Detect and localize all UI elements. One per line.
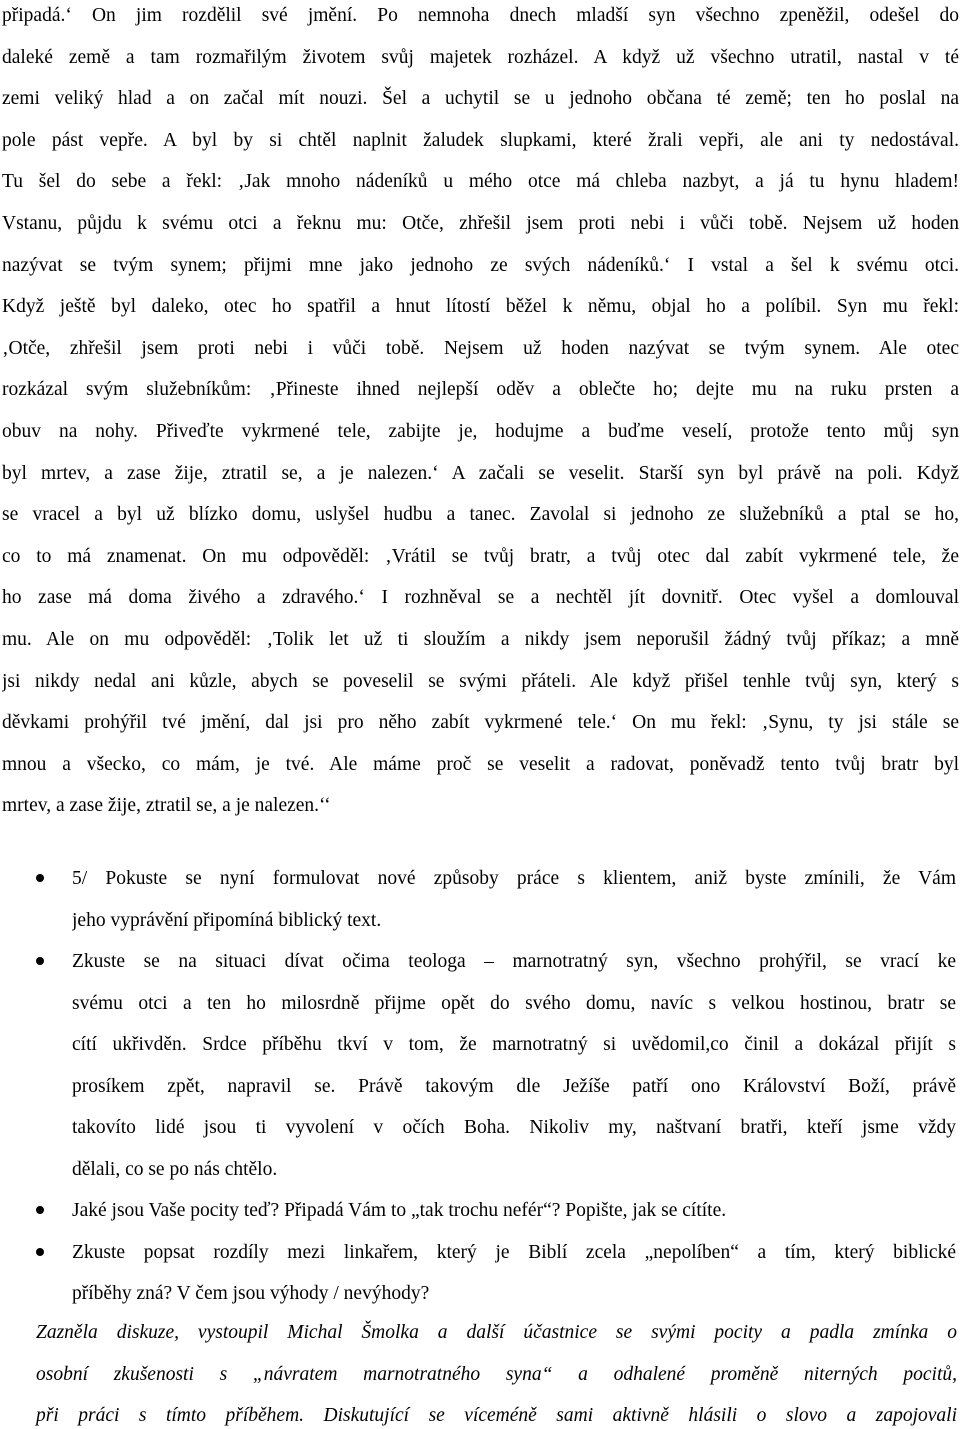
question-list xyxy=(0,858,960,1315)
list-item-line: Zkuste se na situaci dívat očima teologa – marnotratný syn, všechno prohýřil, se vrací ke xyxy=(72,951,956,972)
list-item-line: Jaké jsou Vaše pocity teď? Připadá Vám to „tak trochu nefér“? Popište, jak se cítíte. xyxy=(72,1200,727,1221)
story-paragraph xyxy=(2,0,959,832)
story-line: Vstanu, půjdu k svému otci a řeknu mu: Otče, zhřešil jsem proti nebi i vůči tobě. Nejsem už hoden xyxy=(2,212,959,234)
list-item-line: prosíkem zpět, napravil se. Právě takovým dle Ježíše patří ono Království Boží, právě xyxy=(72,1075,956,1097)
story-line: připadá.‘ On jim rozdělil své jmění. Po nemnoha dnech mladší syn všechno zpeněžil, odešel do xyxy=(2,5,959,26)
story-line: nazývat se tvým synem; přijmi mne jako jednoho ze svých nádeníků.‘ I vstal a šel k svému otci. xyxy=(2,254,959,276)
list-item-line: cítí ukřivděn. Srdce příběhu tkví v tom, že marnotratný si uvědomil,co činil a dokázal přijít s xyxy=(72,1034,956,1055)
story-line: se vracel a byl už blízko domu, uslyšel hudbu a tanec. Zavolal si jednoho ze služebníků a ptal se ho, xyxy=(2,504,959,526)
closing-paragraph xyxy=(36,1315,957,1429)
closing-line: Zazněla diskuze, vystoupil Michal Šmolka a další účastnice se svými pocity a padla zmínka o xyxy=(36,1322,957,1343)
bullet-icon xyxy=(36,874,44,882)
story-line: Tu šel do sebe a řekl: ‚Jak mnoho nádeníků u mého otce má chleba nazbyt, a já tu hynu hladem! xyxy=(2,171,959,193)
list-item-line: příběhy zná? V čem jsou výhody / nevýhody? xyxy=(72,1283,430,1304)
bullet-icon xyxy=(36,1206,44,1214)
list-item-line: Zkuste popsat rozdíly mezi linkařem, který je Biblí zcela „nepolíben“ a tím, který biblické xyxy=(72,1241,956,1263)
story-line: co to má znamenat. On mu odpověděl: ‚Vrátil se tvůj bratr, a tvůj otec dal zabít vykrmené tele, že xyxy=(2,545,959,567)
story-line: mu. Ale on mu odpověděl: ‚Tolik let už ti sloužím a nikdy jsem neporušil žádný tvůj příkaz; a mně xyxy=(2,628,959,650)
story-line: pole pást vepře. A byl by si chtěl naplnit žaludek slupkami, které žrali vepři, ale ani ty nedostával. xyxy=(2,129,959,151)
story-line: ‚Otče, zhřešil jsem proti nebi i vůči tobě. Nejsem už hoden nazývat se tvým synem. Ale otec xyxy=(2,337,959,359)
list-item-line: svému otci a ten ho milosrdně přijme opět do svého domu, navíc s velkou hostinou, bratr se xyxy=(72,992,956,1014)
story-line: obuv na nohy. Přiveďte vykrmené tele, zabijte je, hodujme a buďme veselí, protože tento můj syn xyxy=(2,420,959,442)
story-line: jsi nikdy nedal ani kůzle, abych se poveselil se svými přáteli. Ale když přišel tenhle tvůj syn, který s xyxy=(2,670,959,692)
story-line: mnou a všecko, co mám, je tvé. Ale máme proč se veselit a radovat, poněvadž tento tvůj bratr byl xyxy=(2,753,959,775)
list-item xyxy=(0,1232,960,1315)
story-line: byl mrtev, a zase žije, ztratil se, a je nalezen.‘ A začali se veselit. Starší syn byl právě na poli. Když xyxy=(2,462,959,484)
closing-line: při práci s tímto příběhem. Diskutující se víceméně sami aktivně hlásili o slovo a zapojovali xyxy=(36,1405,957,1427)
list-item xyxy=(0,858,960,941)
list-item-line: jeho vyprávění připomíná biblický text. xyxy=(72,909,382,931)
list-item-line: 5/ Pokuste se nyní formulovat nové způsoby práce s klientem, aniž byste zmínili, že Vám xyxy=(72,868,956,889)
bullet-icon xyxy=(36,957,44,965)
list-item-line: takovíto lidé jsou ti vyvolení v očích Boha. Nikoliv my, naštvaní bratři, kteří jsme vždy xyxy=(72,1117,956,1138)
story-line: zemi veliký hlad a on začal mít nouzi. Šel a uchytil se u jednoho občana té země; ten ho poslal na xyxy=(2,88,959,110)
list-item xyxy=(0,1190,960,1232)
list-item-line: dělali, co se po nás chtělo. xyxy=(72,1158,278,1180)
story-line: daleké země a tam rozmařilým životem svůj majetek rozházel. A když už všechno utratil, nastal v té xyxy=(2,46,959,68)
closing-line: osobní zkušenosti s „návratem marnotratného syna“ a odhalené proměně niterných pocitů, xyxy=(36,1363,957,1385)
story-line: Když ještě byl daleko, otec ho spatřil a hnut lítostí běžel k němu, objal ho a políbil. Syn mu řekl: xyxy=(2,296,959,318)
story-line: ho zase má doma živého a zdravého.‘ I rozhněval se a nechtěl jít dovnitř. Otec vyšel a domlouval xyxy=(2,587,959,609)
story-line: rozkázal svým služebníkům: ‚Přineste ihned nejlepší oděv a oblečte ho; dejte mu na ruku prsten a xyxy=(2,379,959,401)
bullet-icon xyxy=(36,1248,44,1256)
story-line: mrtev, a zase žije, ztratil se, a je nalezen.‘‘ xyxy=(2,795,331,817)
story-line: děvkami prohýřil tvé jmění, dal jsi pro něho zabít vykrmené tele.‘ On mu řekl: ‚Synu, ty jsi stále se xyxy=(2,712,959,734)
list-item xyxy=(0,941,960,1190)
